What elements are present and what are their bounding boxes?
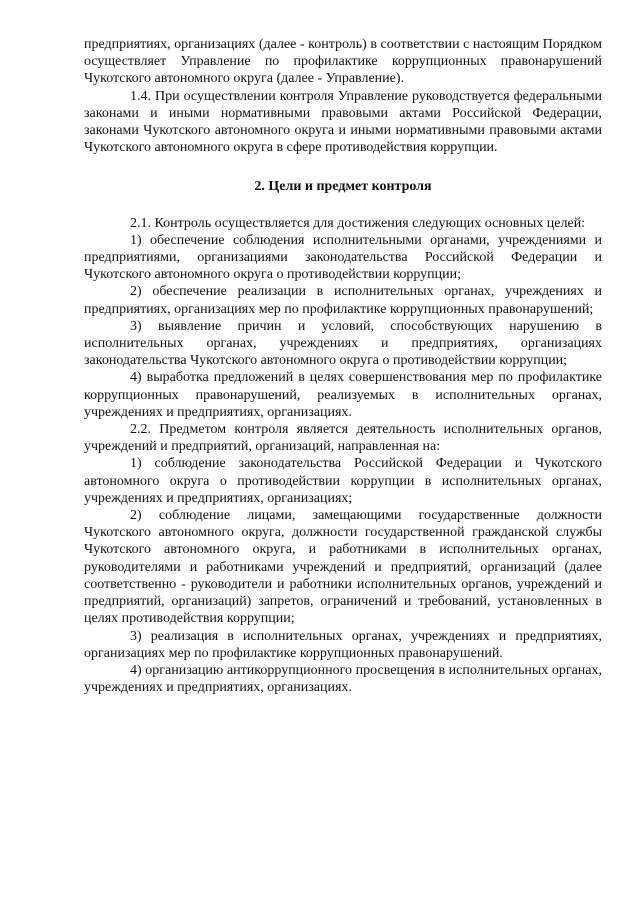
list-item-goal-3: 3) выявление причин и условий, способствующих нарушению в исполнительных органах, учреждениях и предприятиях, организациях законодательства Чукотского автономного округа о противодействии коррупции;	[84, 318, 602, 369]
paragraph-2-1: 2.1. Контроль осуществляется для достижения следующих основных целей:	[130, 215, 586, 231]
list-item-goal-4: 4) выработка предложений в целях совершенствования мер по профилактике коррупционных правонарушений, реализуемых в исполнительных органах, учреждениях и предприятиях, организациях.	[84, 370, 602, 420]
paragraph-continuation: предприятиях, организациях (далее - контроль) в соответствии с настоящим Порядком осуществляет Управление по профилактике коррупционных правонарушений Чукотского автономного округа (далее - Управление).	[84, 37, 602, 87]
list-item-subject-1: 1) соблюдение законодательства Российской Федерации и Чукотского автономного округа о противодействии коррупции в исполнительных органах, учреждениях и предприятиях, организациях;	[84, 456, 602, 506]
paragraph-1-4: 1.4. При осуществлении контроля Управление руководствуется федеральными законами и иными нормативными правовыми актами Российской Федерации, законами Чукотского автономного округа и иными нормативными правовыми актами Чукотского автономного округа в сфере противодействия коррупции.	[84, 88, 602, 156]
list-item-subject-3: 3) реализация в исполнительных органах, учреждениях и предприятиях, организациях мер по профилактике коррупционных правонарушений.	[84, 628, 602, 661]
list-item-goal-2: 2) обеспечение реализации в исполнительных органах, учреждениях и предприятиях, организациях мер по профилактике коррупционных правонарушений;	[84, 284, 602, 317]
section-heading: 2. Цели и предмет контроля	[254, 179, 432, 195]
paragraph-2-2: 2.2. Предметом контроля является деятельность исполнительных органов, учреждений и предприятий, организаций, направленная на:	[84, 422, 602, 455]
list-item-goal-1: 1) обеспечение соблюдения исполнительными органами, учреждениями и предприятиями, организациями законодательства Российской Федерации и Чукотского автономного округа о противодействии коррупции;	[84, 232, 602, 283]
list-item-subject-4: 4) организацию антикоррупционного просвещения в исполнительных органах, учреждениях и предприятиях, организациях.	[84, 662, 602, 696]
list-item-subject-2: 2) соблюдение лицами, замещающими государственные должности Чукотского автономного округа, должности государственной гражданской службы Чукотского автономного округа, и работниками в исполнительных органах, руководителями и работниками учреждений и предприятий, организаций (далее соответственно - руководители и работники исполнительных органов, учреждений и предприятий, организаций) запретов, ограничений и требований, установленных в целях противодействия коррупции;	[84, 508, 602, 627]
